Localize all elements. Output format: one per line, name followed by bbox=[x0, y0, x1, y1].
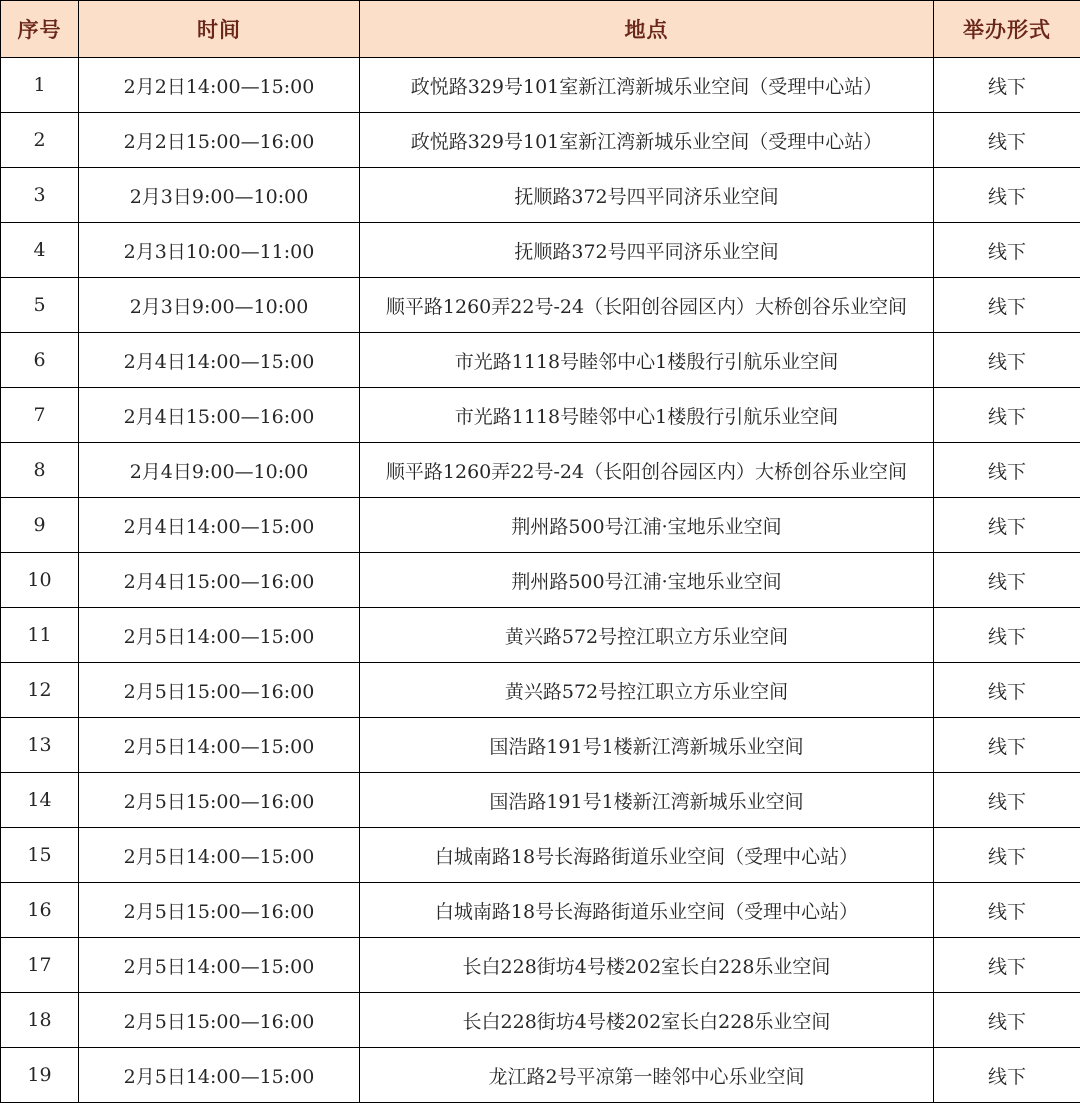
cell-seq: 19 bbox=[1, 1048, 79, 1103]
cell-format: 线下 bbox=[934, 828, 1080, 883]
table-row bbox=[1, 938, 1080, 993]
cell-time: 2月4日14:00—15:00 bbox=[79, 333, 360, 388]
table-row bbox=[1, 58, 1080, 113]
column-header-location: 地点 bbox=[360, 1, 934, 58]
cell-time: 2月4日9:00—10:00 bbox=[79, 443, 360, 498]
cell-location: 国浩路191号1楼新江湾新城乐业空间 bbox=[360, 773, 934, 828]
cell-location: 政悦路329号101室新江湾新城乐业空间（受理中心站） bbox=[360, 58, 934, 113]
table-row bbox=[1, 443, 1080, 498]
cell-time: 2月4日15:00—16:00 bbox=[79, 388, 360, 443]
cell-seq: 13 bbox=[1, 718, 79, 773]
table-row bbox=[1, 608, 1080, 663]
cell-seq: 8 bbox=[1, 443, 79, 498]
cell-format: 线下 bbox=[934, 333, 1080, 388]
cell-location: 市光路1118号睦邻中心1楼殷行引航乐业空间 bbox=[360, 388, 934, 443]
cell-location: 荆州路500号江浦·宝地乐业空间 bbox=[360, 553, 934, 608]
cell-format: 线下 bbox=[934, 443, 1080, 498]
cell-time: 2月5日15:00—16:00 bbox=[79, 773, 360, 828]
table-row bbox=[1, 718, 1080, 773]
table-row bbox=[1, 773, 1080, 828]
cell-format: 线下 bbox=[934, 938, 1080, 993]
cell-location: 黄兴路572号控江职立方乐业空间 bbox=[360, 608, 934, 663]
column-header-format: 举办形式 bbox=[934, 1, 1080, 58]
table-row bbox=[1, 663, 1080, 718]
cell-seq: 16 bbox=[1, 883, 79, 938]
cell-format: 线下 bbox=[934, 113, 1080, 168]
cell-format: 线下 bbox=[934, 278, 1080, 333]
cell-time: 2月2日14:00—15:00 bbox=[79, 58, 360, 113]
table-row bbox=[1, 828, 1080, 883]
cell-seq: 10 bbox=[1, 553, 79, 608]
cell-location: 长白228街坊4号楼202室长白228乐业空间 bbox=[360, 993, 934, 1048]
cell-location: 抚顺路372号四平同济乐业空间 bbox=[360, 168, 934, 223]
cell-format: 线下 bbox=[934, 718, 1080, 773]
cell-seq: 15 bbox=[1, 828, 79, 883]
cell-seq: 4 bbox=[1, 223, 79, 278]
cell-format: 线下 bbox=[934, 58, 1080, 113]
cell-location: 顺平路1260弄22号-24（长阳创谷园区内）大桥创谷乐业空间 bbox=[360, 278, 934, 333]
cell-format: 线下 bbox=[934, 1048, 1080, 1103]
cell-format: 线下 bbox=[934, 663, 1080, 718]
cell-seq: 17 bbox=[1, 938, 79, 993]
cell-time: 2月5日15:00—16:00 bbox=[79, 883, 360, 938]
table-row bbox=[1, 113, 1080, 168]
cell-time: 2月3日9:00—10:00 bbox=[79, 278, 360, 333]
cell-format: 线下 bbox=[934, 608, 1080, 663]
table-header-row bbox=[1, 1, 1080, 58]
cell-seq: 3 bbox=[1, 168, 79, 223]
cell-seq: 2 bbox=[1, 113, 79, 168]
cell-seq: 12 bbox=[1, 663, 79, 718]
column-header-time: 时间 bbox=[79, 1, 360, 58]
cell-time: 2月3日9:00—10:00 bbox=[79, 168, 360, 223]
cell-time: 2月5日14:00—15:00 bbox=[79, 1048, 360, 1103]
cell-location: 顺平路1260弄22号-24（长阳创谷园区内）大桥创谷乐业空间 bbox=[360, 443, 934, 498]
table-row bbox=[1, 553, 1080, 608]
cell-location: 白城南路18号长海路街道乐业空间（受理中心站） bbox=[360, 828, 934, 883]
cell-location: 政悦路329号101室新江湾新城乐业空间（受理中心站） bbox=[360, 113, 934, 168]
cell-format: 线下 bbox=[934, 168, 1080, 223]
cell-seq: 9 bbox=[1, 498, 79, 553]
cell-location: 白城南路18号长海路街道乐业空间（受理中心站） bbox=[360, 883, 934, 938]
cell-seq: 18 bbox=[1, 993, 79, 1048]
column-header-seq: 序号 bbox=[1, 1, 79, 58]
cell-time: 2月5日15:00—16:00 bbox=[79, 993, 360, 1048]
cell-time: 2月5日14:00—15:00 bbox=[79, 828, 360, 883]
cell-format: 线下 bbox=[934, 388, 1080, 443]
cell-format: 线下 bbox=[934, 498, 1080, 553]
cell-seq: 5 bbox=[1, 278, 79, 333]
cell-location: 国浩路191号1楼新江湾新城乐业空间 bbox=[360, 718, 934, 773]
cell-time: 2月4日15:00—16:00 bbox=[79, 553, 360, 608]
cell-time: 2月2日15:00—16:00 bbox=[79, 113, 360, 168]
table-row bbox=[1, 223, 1080, 278]
table-row bbox=[1, 993, 1080, 1048]
table-row bbox=[1, 168, 1080, 223]
table-row bbox=[1, 333, 1080, 388]
cell-location: 市光路1118号睦邻中心1楼殷行引航乐业空间 bbox=[360, 333, 934, 388]
table-row bbox=[1, 883, 1080, 938]
cell-time: 2月4日14:00—15:00 bbox=[79, 498, 360, 553]
cell-time: 2月5日14:00—15:00 bbox=[79, 718, 360, 773]
cell-location: 龙江路2号平凉第一睦邻中心乐业空间 bbox=[360, 1048, 934, 1103]
table-row bbox=[1, 278, 1080, 333]
cell-seq: 14 bbox=[1, 773, 79, 828]
cell-format: 线下 bbox=[934, 883, 1080, 938]
table-row bbox=[1, 1048, 1080, 1103]
table-body bbox=[1, 58, 1080, 1103]
cell-time: 2月5日15:00—16:00 bbox=[79, 663, 360, 718]
cell-location: 荆州路500号江浦·宝地乐业空间 bbox=[360, 498, 934, 553]
table-row bbox=[1, 498, 1080, 553]
table-row bbox=[1, 388, 1080, 443]
cell-location: 长白228街坊4号楼202室长白228乐业空间 bbox=[360, 938, 934, 993]
cell-time: 2月5日14:00—15:00 bbox=[79, 938, 360, 993]
cell-format: 线下 bbox=[934, 553, 1080, 608]
cell-seq: 11 bbox=[1, 608, 79, 663]
cell-time: 2月3日10:00—11:00 bbox=[79, 223, 360, 278]
cell-seq: 1 bbox=[1, 58, 79, 113]
cell-format: 线下 bbox=[934, 773, 1080, 828]
cell-format: 线下 bbox=[934, 223, 1080, 278]
cell-format: 线下 bbox=[934, 993, 1080, 1048]
cell-seq: 7 bbox=[1, 388, 79, 443]
cell-location: 抚顺路372号四平同济乐业空间 bbox=[360, 223, 934, 278]
cell-time: 2月5日14:00—15:00 bbox=[79, 608, 360, 663]
cell-seq: 6 bbox=[1, 333, 79, 388]
cell-location: 黄兴路572号控江职立方乐业空间 bbox=[360, 663, 934, 718]
